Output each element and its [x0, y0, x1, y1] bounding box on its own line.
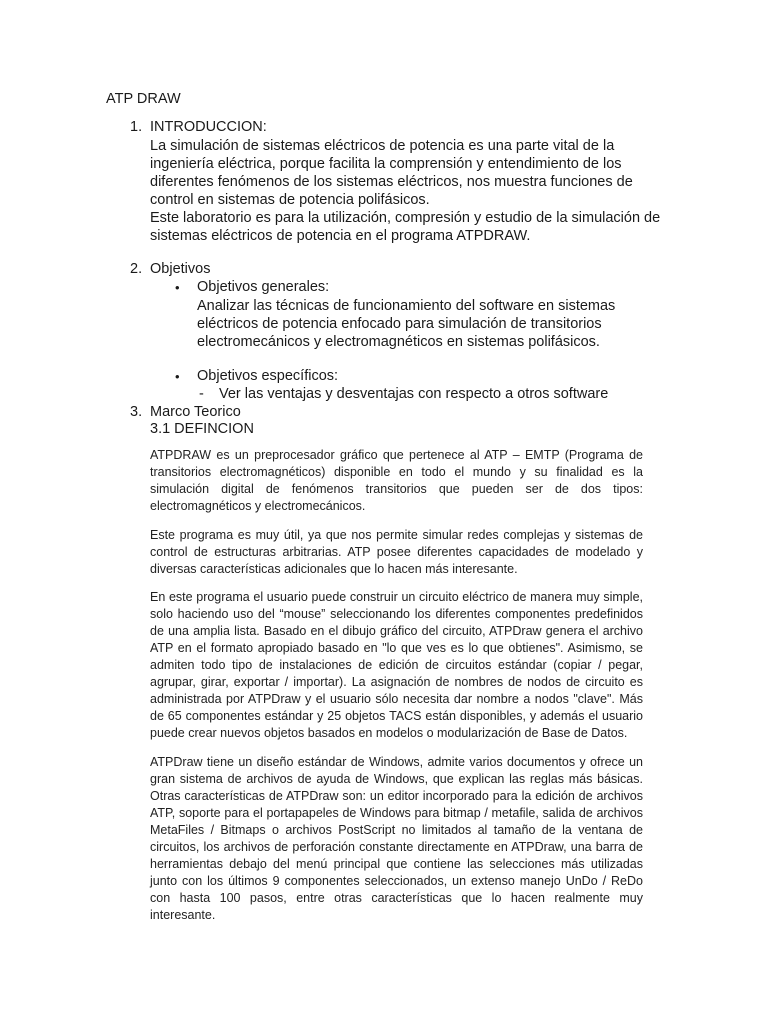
definition-paragraph-2: Este programa es muy útil, ya que nos permite simular redes complejas y sistemas de control de estructuras arbitrarias. ATP posee diferentes capacidades de modelado y diversas características adicionales que lo hacen más interesante.	[150, 528, 643, 576]
definition-paragraph-3: En este programa el usuario puede construir un circuito eléctrico de manera muy simple, solo haciendo uso del “mouse” seleccionando los diferentes componentes predefinidos de una amplia lista. Basado en el dibujo gráfico del circuito, ATPDraw genera el archivo ATP en el formato apropiado basado en "lo que ves es lo que obtienes". Asimismo, se admiten todo tipo de instalaciones de edición de circuitos estándar (copiar / pegar, agrupar, girar, exportar / importar). La asignación de nombres de nodos de circuito es administrada por ATPDraw y el usuario sólo necesita dar nombre a nodos "clave". Más de 65 componentes estándar y 25 objetos TACS están disponibles, y además el usuario puede crear nuevos objetos basados en modelos o modularización de Base de Datos.	[150, 590, 643, 740]
bullet-specific: •	[175, 369, 180, 384]
section-3-1-title: 3.1 DEFINCION	[150, 421, 254, 437]
section-3-number: 3.	[130, 404, 143, 420]
objectives-specific-label: Objetivos específicos:	[197, 368, 339, 384]
definition-paragraph-1: ATPDRAW es un preprocesador gráfico que pertenece al ATP – EMTP (Programa de transitorios electromagnéticos) disponible en todo el mundo y su finalidad es la simulación digital de fenómenos transitorios que pueden ser de dos tipos: electromagnéticos y electromecánicos.	[150, 448, 643, 513]
objectives-general-text: Analizar las técnicas de funcionamiento del software en sistemas eléctricos de potencia enfocado para simulación de transitorios electromecánicos y electromagnéticos en sistemas polifásicos.	[197, 298, 616, 350]
section-3-title: Marco Teorico	[150, 404, 241, 420]
section-2-title: Objetivos	[150, 261, 211, 277]
dash-specific: -	[199, 386, 204, 402]
section-1-number: 1.	[130, 119, 143, 135]
section-2-number: 2.	[130, 261, 143, 277]
objectives-specific-text: Ver las ventajas y desventajas con respecto a otros software	[219, 386, 609, 402]
objectives-general-label: Objetivos generales:	[197, 279, 330, 295]
section-1-title: INTRODUCCION:	[150, 119, 267, 135]
intro-paragraph-2: Este laboratorio es para la utilización, compresión y estudio de la simulación de sistemas eléctricos de potencia en el programa ATPDRAW.	[150, 210, 661, 244]
intro-paragraph-1: La simulación de sistemas eléctricos de potencia es una parte vital de la ingeniería eléctrica, porque facilita la comprensión y entendimiento de los diferentes fenómenos de los sistemas eléctricos, nos muestra funciones de control en sistemas de potencia polifásicos.	[150, 138, 633, 208]
introduction-text	[150, 137, 670, 245]
bullet-general: •	[175, 280, 180, 295]
definition-paragraph-4: ATPDraw tiene un diseño estándar de Windows, admite varios documentos y ofrece un gran sistema de archivos de ayuda de Windows, que explican las reglas más básicas. Otras características de ATPDraw son: un editor incorporado para la edición de archivos ATP, soporte para el portapapeles de Windows para bitmap / metafile, salida de archivos MetaFiles / Bitmaps o archivos PostScript no limitados al tamaño de la ventana de circuitos, los archivos de perforación constante directamente en ATPDraw, una barra de herramientas debajo del menú principal que contiene las selecciones más utilizadas junto con los últimos 9 componentes seleccionados, un extenso manejo UnDo / ReDo con hasta 100 pasos, entre otras características que lo hacen realmente muy interesante.	[150, 755, 643, 922]
document-title: ATP DRAW	[106, 91, 181, 107]
